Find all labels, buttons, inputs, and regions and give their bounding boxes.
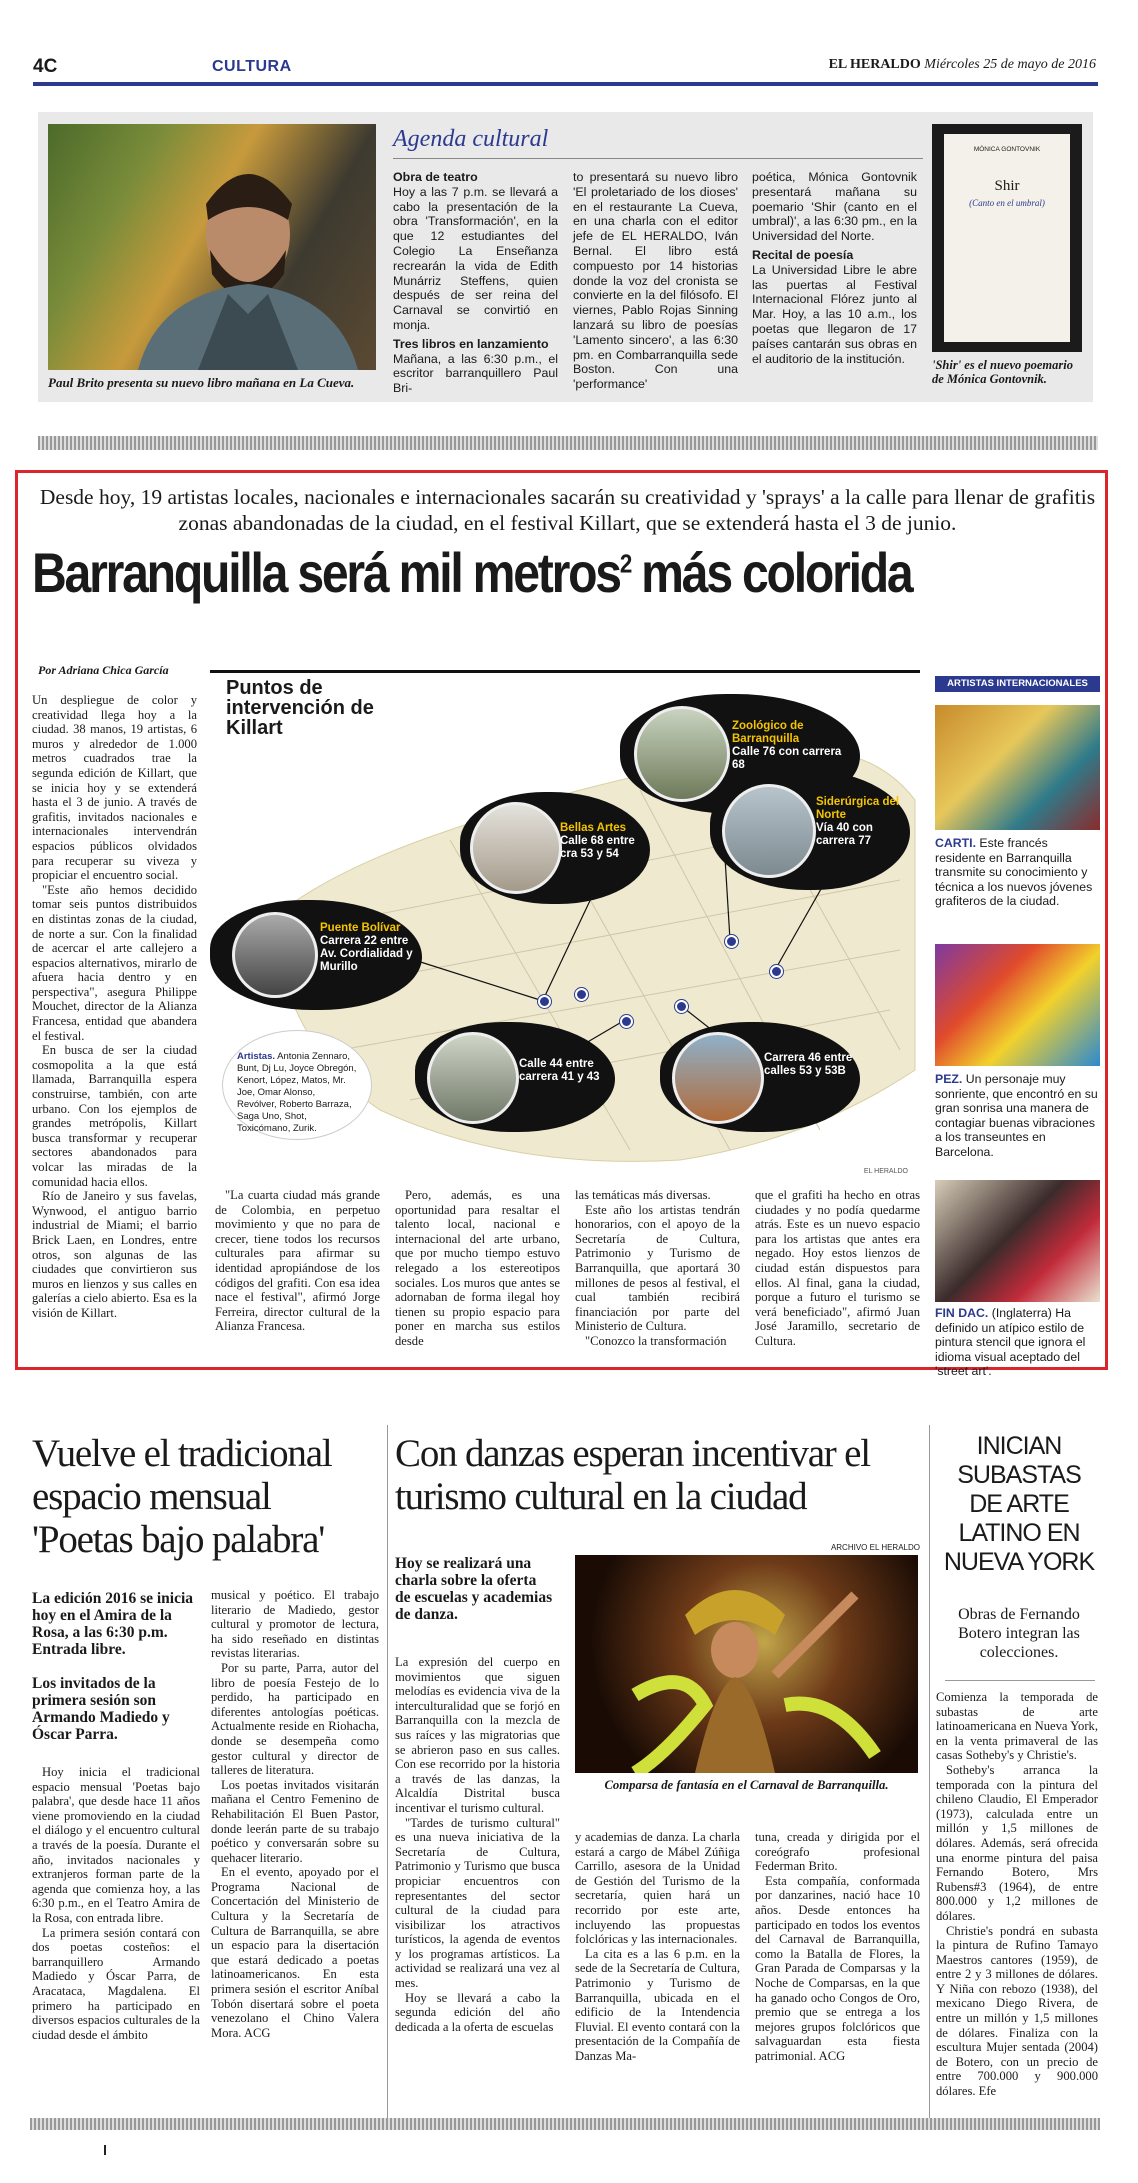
intl-photo-findac (935, 1180, 1100, 1302)
agenda-text-3a: poética, Mónica Gontovnik presentará mañana su poemario 'Shir (canto en el umbral)', a las 6:30 pm., en la Universidad del Norte. (752, 170, 917, 244)
danzas-col-1 (395, 1655, 560, 2034)
map-title: Puntos de intervención de Killart (226, 677, 374, 739)
subastas-p2: Sotheby's arranca la temporada con la pintura del chileno Claudio, El Emperador (1973), calculada entre un millón y 1,5 millones de dólares. Además, será ofrecida una enorme pintura del paisa Fernando Botero, Mrs Rubens#3 (1964), de entre 800.000 y 1,2 millones de dólares. (936, 1762, 1098, 1923)
danzas-p6: tuna, creada y dirigida por el coreógrafo profesional Federman Brito. (755, 1830, 920, 1874)
footer-strip (30, 2118, 1100, 2130)
masthead-date (829, 57, 1096, 73)
intl-photo-carti (935, 705, 1100, 830)
killart-col-b3 (575, 1188, 740, 1349)
column-rule (929, 1425, 930, 2120)
danzas-p4: y academias de danza. La charla estará a cargo de Mábel Zúñiga Carrillo, asesora de la Unidad de Gestión del Turismo de la secretaría, quien hará un recorrido por este arte, incluyendo las propuestas folclóricas y las internacionales. (575, 1830, 740, 1947)
intl-artists-label: ARTISTAS INTERNACIONALES (935, 676, 1100, 692)
agenda-photo (48, 124, 376, 370)
killart-b3-p2: Este año los artistas tendrán honorarios, con el apoyo de la Secretaría de Cultura, Patrimonio y Turismo de Barranquilla, que aportará 30 millones de pesos al festival, el cual también recibirá financiación por parte del Ministerio de Cultura. (575, 1202, 740, 1334)
danzas-caption: Comparsa de fantasía en el Carnaval de Barranquilla. (604, 1778, 889, 1792)
issue-date: Miércoles 25 de mayo de 2016 (924, 57, 1096, 72)
book-subtitle: (Canto en el umbral) (969, 198, 1045, 208)
intl-text: (Inglaterra) Ha definido un atípico estilo de pintura stencil que ignora el idioma visual aceptado del 'street art'. (935, 1306, 1086, 1378)
danzas-p2: "Tardes de turismo cultural" es una nueva iniciativa de la Secretaría de Cultura, Patrimonio y Turismo que busca propiciar encuentros con representantes del sector cultural de la ciudad para visibilizar los atractivos turísticos, la agenda de eventos y los programas artísticos. La actividad se realizará una vez al mes. (395, 1815, 560, 1991)
dancer-figure (575, 1555, 918, 1773)
intl-name: CARTI. (935, 836, 976, 850)
danzas-p7: Esta compañía, conformada por danzarines, nació hace 10 años. Desde entonces ha participado en todos los eventos del Carnaval de Barranquilla, como la Batalla de Flores, la Gran Parada de Comparsas y la Noche de Comparsas, en la que ha ganado ocho Congos de Oro, premio que se entrega a los mejores grupos folclóricos que salvaguardan esta fiesta patrimonial. ACG (755, 1873, 920, 2063)
killart-b3-p1: las temáticas más diversas. (575, 1188, 711, 1202)
intl-findac (935, 1306, 1100, 1379)
map-pin (770, 965, 783, 978)
page-number: 4C (33, 56, 58, 77)
intl-carti (935, 836, 1100, 909)
point-addr: Calle 68 entre cra 53 y 54 (560, 835, 635, 860)
killart-p4: Río de Janeiro y sus favelas, Wynwood, el antiguo barrio industrial de Miami; el barrio Brick Laen, en Londres, entre otros, son algunas de las ciudades que convirtieron sus muros en lienzos y sus calles en galerías a cielo abierto. Esa es la visión de Killart. (32, 1189, 197, 1320)
killart-p2: "Este año hemos decidido tomar seis puntos distribuidos en distintas zonas de la ciudad, de norte a sur. Con la finalidad de acercar el arte callejero a espacios alternativos, mirarlo de afuera hacia dentro y en perspectiva", asegura Philippe Mouchet, director de la Alianza Francesa, entidad que abandera el festival. (32, 882, 197, 1043)
agenda-text-2: to presentará su nuevo libro 'El proletariado de los dioses' en el restaurante La Cueva, en una charla con el editor jefe de EL HERALDO, Iván Bernal. El libro está compuesto por 14 historias donde la voz del cronista se convierte en la del filósofo. El viernes, Pablo Rojas Sinning lanzará su libro de poesías 'Lamento sincero', a las 6:30 pm. en Combarranquilla sede Boston. Con una 'performance' (573, 170, 738, 392)
map-point-calle-44 (415, 1022, 615, 1132)
headline-superscript: 2 (619, 548, 631, 579)
killart-b3-p3: "Conozco la transformación (585, 1333, 727, 1348)
register-mark (104, 2145, 106, 2155)
agenda-head-teatro: Obra de teatro (393, 170, 478, 184)
book-cover (932, 124, 1082, 352)
subastas-p1: Comienza la temporada de subastas de arte latinoamericana en Nueva York, en la venta primaveral de las casas Sotheby's y Christie's. (936, 1690, 1098, 1763)
book-author: MÓNICA GONTOVNIK (973, 146, 1041, 153)
point-name: Bellas Artes (560, 822, 627, 834)
danzas-p1: La expresión del cuerpo en movimientos que siguen melodías es evidencia viva de la interculturalidad que se forjó en Barranquilla con la mezcla de sus raíces y las migratorias que se abrieron paso en sus calles. Con ese recorrido por la historia a través de las danzas, la Alcaldía Distrital busca incentivar el turismo cultural. (395, 1655, 560, 1815)
agenda-col-3 (752, 170, 917, 366)
poetas-p1: Hoy inicia el tradicional espacio mensual 'Poetas bajo palabra', que desde hace 11 años viene promoviendo en la ciudad el diálogo y el encuentro cultural a través de la poesía. Durante el año, invitados nacionales y extranjeros forman parte de la agenda que comienza hoy, a las 6:30 p.m., en el Teatro Amira de la Rosa, con entrada libre. (32, 1765, 200, 1925)
poetas-col-1 (32, 1765, 200, 2042)
agenda-col-2 (573, 170, 738, 392)
danzas-col-3 (755, 1830, 920, 2064)
headline-part-a: Barranquilla será mil metros (32, 541, 620, 604)
killart-p3: En busca de ser la ciudad cosmopolita a la que está llamada, Barranquilla espera construirse, también, con arte urbano. Con los ejemplos de grandes metrópolis, Killart busca transformar y recuperar sectores abandonados para volcar las miradas de la comunidad hacia ellos. (32, 1043, 197, 1189)
intl-photo-pez (935, 944, 1100, 1066)
poetas-p5: Los poetas invitados visitarán mañana el Centro Femenino de Rehabilitación El Buen Pastor, donde leerán parte de su trabajo poético y conversarán sobre su quehacer literario. (211, 1777, 379, 1865)
poetas-lead-1: La edición 2016 se inicia hoy en el Amira de la Rosa, a las 6:30 p.m. Entrada libre. (32, 1590, 194, 1658)
danzas-photo (575, 1555, 918, 1773)
map-pin (675, 1000, 688, 1013)
point-addr: Vía 40 con carrera 77 (816, 822, 873, 847)
point-addr: Calle 76 con carrera 68 (732, 746, 842, 771)
agenda-text-3b: La Universidad Libre le abre las puertas al Festival Internacional Flórez junto al Mar. Hoy, a las 10 a.m., los poetas que llegaron de 17 países cantarán sus obras en el auditorio de la institución. (752, 262, 917, 366)
subastas-p3: Christie's pondrá en subasta la pintura de Rufino Tamayo Maestros cantores (1959), de entre 2 y 3 millones de dólares. Y Niña con rebozo (1938), del mexicano Diego Rivera, de entre un millón y 1,5 millones de dólares. Finaliza con la escultura Mujer sentada (2004) de Botero, con un precio de entre 700.000 y 900.000 dólares. Efe (936, 1923, 1098, 2099)
map-pin (538, 995, 551, 1008)
intl-name: FIN DAC. (935, 1306, 989, 1320)
point-name: Zoológico de Barranquilla (732, 720, 804, 745)
header-rule (33, 82, 1098, 86)
map-point-siderurgica (710, 770, 910, 890)
killart-col-b2 (395, 1188, 560, 1349)
killart-col-b1 (215, 1188, 380, 1334)
danzas-headline: Con danzas esperan incentivar el turismo cultural en la ciudad (395, 1432, 870, 1518)
agenda-col-1 (393, 170, 558, 396)
map-point-puente-bolivar (210, 900, 422, 1010)
artists-label: Artistas. (237, 1051, 276, 1062)
intl-name: PEZ. (935, 1072, 963, 1086)
headline-part-b: más colorida (630, 541, 912, 604)
killart-b4: que el grafiti ha hecho en otras ciudades y no podía quedarme atrás. Este es un nuevo espacio para los artistas que antes era negado. Hoy estos lienzos de ciudad están dispuestos para ellos. Al final, gana la ciudad, porque a futuro el turismo se verá beneficiado", afirmó Juan José Jaramillo, secretario de Cultura. (755, 1188, 920, 1348)
agenda-photo-caption: Paul Brito presenta su nuevo libro mañana en La Cueva. (48, 375, 355, 390)
danzas-p3: Hoy se llevará a cabo la segunda edición del año dedicada a la oferta de escuelas (395, 1990, 560, 2034)
killart-byline: Por Adriana Chica García (38, 663, 169, 677)
poetas-col-2 (211, 1588, 379, 2040)
agenda-title-rule (393, 158, 923, 159)
point-name: Puente Bolívar (320, 922, 401, 934)
killart-map (210, 670, 920, 1180)
poetas-p3: musical y poético. El trabajo literario de Madiedo, gestor cultural y promotor de lectura, ha sido reseñado en distintas revistas literarias. (211, 1588, 379, 1661)
map-pin (725, 935, 738, 948)
poetas-p4: Por su parte, Parra, autor del libro de poesía Festejo de lo perdido, ha participado en diferentes antologías poéticas. Actualmente reside en Riohacha, donde se desempeña como gestor cultural y director de talleres de literatura. (211, 1660, 379, 1778)
poetas-lead-2: Los invitados de la primera sesión son Armando Madiedo y Óscar Parra. (32, 1675, 170, 1743)
book-caption: 'Shir' es el nuevo poemario de Mónica Gontovnik. (932, 358, 1073, 386)
killart-p1: Un despliegue de color y creatividad llega hoy a la ciudad. 38 manos, 19 artistas, 6 muros y alrededor de 1.000 metros cuadrados trae la segunda edición de Killart, que se inicia hoy y se extenderá hasta el 3 de junio. A través de grafitis, invitados nacionales e internacionales intervendrán espacios públicos olvidados para recuperar su viveza y propiciar el encuentro social. (32, 693, 197, 883)
killart-col-1 (32, 693, 197, 1321)
map-artists-box (222, 1030, 372, 1140)
danzas-p5: La cita es a las 6 p.m. en la sede de la Secretaría de Cultura, Patrimonio y Turismo de Barranquilla, ubicada en el edificio de la Intendencia Fluvial. El evento contará con la presentación de la Compañía de Danzas Ma- (575, 1946, 740, 2063)
map-point-bellas-artes (460, 792, 650, 904)
subastas-dek: Obras de Fernando Botero integran las colecciones. (958, 1606, 1080, 1661)
point-name: Siderúrgica del Norte (816, 796, 900, 821)
map-pin (575, 988, 588, 1001)
subastas-headline: INICIAN SUBASTAS DE ARTE LATINO EN NUEVA YORK (943, 1432, 1095, 1576)
danzas-lead: Hoy se realizará una charla sobre la oferta de escuelas y academias de danza. (395, 1555, 553, 1623)
column-rule (387, 1425, 388, 2120)
artists-list: Antonia Zennaro, Bunt, Dj Lu, Joyce Obregón, Kenort, López, Matos, Mr. Joe, Omar Alonso, Revólver, Roberto Barraza, Saga Uno, Shot, Toxicómano, Zurik. (237, 1051, 357, 1134)
agenda-text-libros: Mañana, a las 6:30 p.m., el escritor barranquillero Paul Bri- (393, 351, 558, 396)
book-title: Shir (994, 178, 1020, 194)
section-name: CULTURA (212, 58, 292, 75)
agenda-head-recital: Recital de poesía (752, 247, 854, 262)
poetas-p6: En el evento, apoyado por el Programa Nacional de Concertación del Ministerio de Cultura y la Secretaría de Cultura de Barranquilla, se abre un espacio para la disertación que estará dedicado a poetas latinoamericanos. En esta primera sesión el escritor Aníbal Tobón disertará sobre el poeta venezolano el Chino Valera Mora. ACG (211, 1865, 379, 2040)
subastas-col (936, 1690, 1098, 2099)
point-addr: Carrera 46 entre calles 53 y 53B (764, 1052, 853, 1077)
agenda-title: Agenda cultural (393, 126, 549, 152)
masthead-paper: EL HERALDO (828, 57, 921, 72)
intl-pez (935, 1072, 1100, 1159)
killart-col-b4 (755, 1188, 920, 1349)
killart-deck: Desde hoy, 19 artistas locales, nacionales e internacionales sacarán su creatividad y 'sprays' a la calle para llenar de grafitis zonas abandonadas de la ciudad, en el festival Killart, que se extenderá hasta el 3 de junio. (39, 485, 1096, 535)
portrait-figure (48, 124, 376, 370)
map-credit: EL HERALDO (863, 1168, 908, 1175)
map-point-carrera-46 (660, 1022, 860, 1132)
intl-text: Este francés residente en Barranquilla transmite su conocimiento y técnica a los nuevos jóvenes grafiteros de la ciudad. (935, 836, 1093, 908)
point-addr: Calle 44 entre carrera 41 y 43 (519, 1058, 600, 1083)
intl-text: Un personaje muy sonriente, que encontró en su gran sonrisa una manera de contagiar buenas vibraciones a los transeuntes en Barcelona. (935, 1072, 1098, 1159)
agenda-text-teatro: Hoy a las 7 p.m. se llevará a cabo la presentación de la obra 'Transformación', en la que 12 estudiantes del Colegio La Enseñanza recrearán la vida de Edith Munárriz Steffens, quien después de ser reina del Carnaval se convirtió en monja. (393, 184, 558, 332)
divider-strip-top (38, 436, 1098, 450)
subastas-dek-rule (945, 1680, 1095, 1681)
point-addr: Carrera 22 entre Av. Cordialidad y Murillo (320, 935, 413, 973)
map-pin (620, 1015, 633, 1028)
poetas-headline: Vuelve el tradicional espacio mensual 'Poetas bajo palabra' (32, 1432, 332, 1561)
poetas-p2: La primera sesión contará con dos poetas costeños: el barranquillero Armando Madiedo y Óscar Parra, de Aracataca, Magdalena. El primero ha participado en diversos espacios culturales de la ciudad desde el ámbito (32, 1925, 200, 2042)
agenda-head-libros: Tres libros en lanzamiento (393, 336, 549, 351)
killart-b1: "La cuarta ciudad más grande de Colombia, en perpetuo movimiento y que no para de crecer, tiene todos los recursos culturales para afirmar su identidad apropiándose de los códigos del grafiti. Con esa idea nace el festival", afirmó Jorge Ferreira, director cultural de la Alianza Francesa. (215, 1188, 380, 1334)
killart-headline (32, 540, 961, 605)
killart-b2: Pero, además, es una oportunidad para resaltar el talento local, nacional e internacional del arte urbano, que por mucho tiempo estuvo relegado a los estereotipos sociales. Los muros que antes se adornaban de forma ilegal hoy tienen su propio espacio para poner en marcha sus estilos desde (395, 1188, 560, 1348)
danzas-col-2 (575, 1830, 740, 2064)
danzas-photo-credit: ARCHIVO EL HERALDO (830, 1543, 920, 1552)
